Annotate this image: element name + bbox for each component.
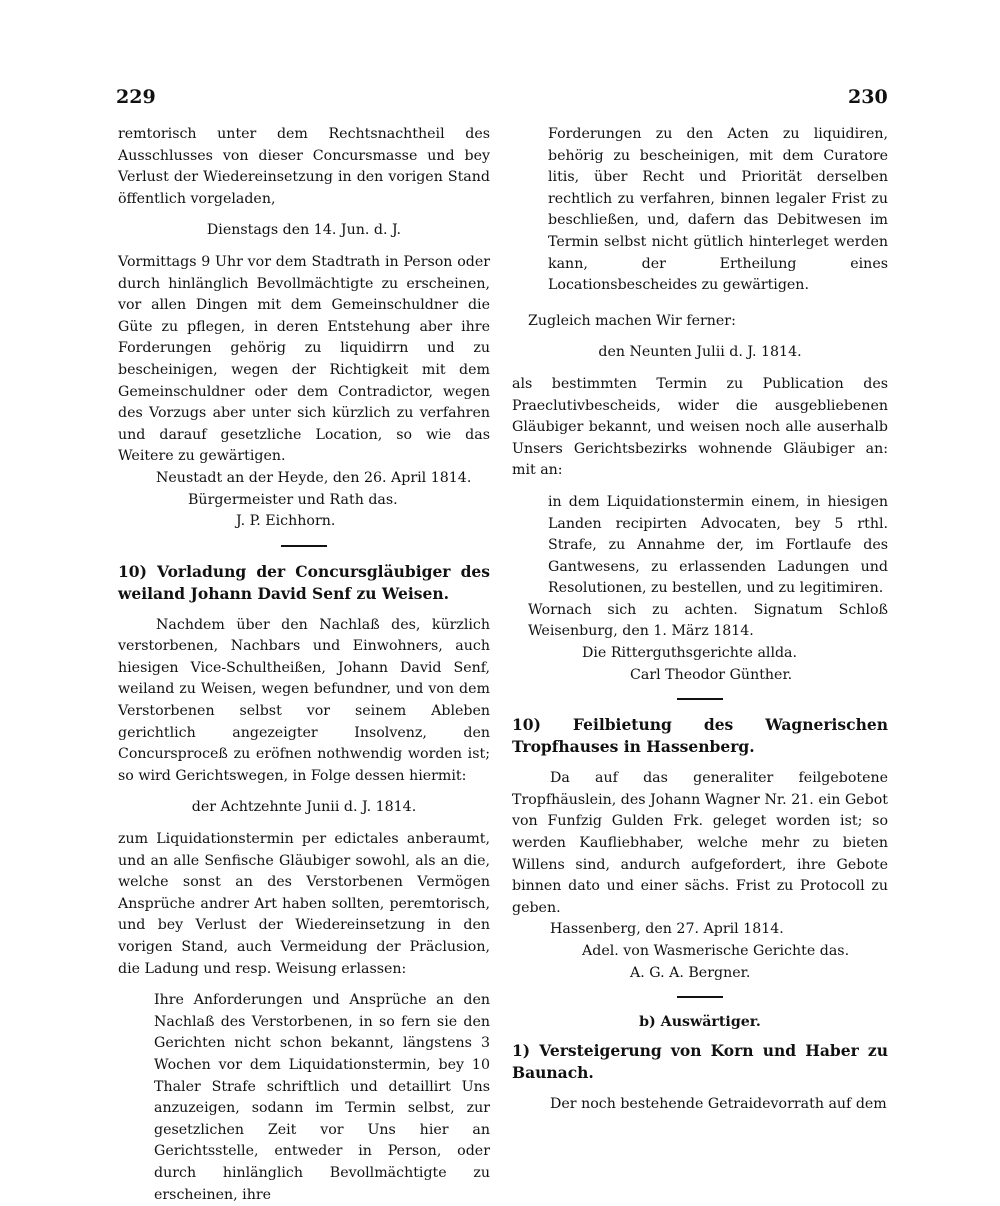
left-paragraph-1: remtorisch unter dem Rechtsnachtheil des Ausschlusses von dieser Concursmasse und bey Verlust der Wiedereinsetzung in den vorigen Stand öffentlich vorgeladen, [118, 126, 490, 207]
right-paragraph-3: als bestimmten Termin zu Publication des Praeclutivbescheids, wider die ausgebliebenen Gläubiger bekannt, und weisen noch alle auserhalb Unsers Gerichtsbezirks wohnende Gläubiger an: mit an: [512, 375, 888, 479]
left-column [118, 124, 490, 1206]
right-paragraph-6: Da auf das generaliter feilgebotene Tropfhäuslein, des Johann Wagner Nr. 21. ein Gebot von Funfzig Gulden Frk. geleget worden ist; so werden Kaufliebhaber, welche mehr zu bieten Willens sind, andurch aufgefordert, ihre Gebote binnen dato und einer sächs. Frist zu Protocoll zu geben. [512, 770, 888, 916]
right-date-1: den Neunten Julii d. J. 1814. [598, 344, 802, 361]
right-paragraph-2: Zugleich machen Wir ferner: [528, 312, 736, 329]
left-paragraph-5: Ihre Anforderungen und Ansprüche an den Nachlaß des Verstorbenen, in so fern sie den Gerichten nicht schon bekannt, längstens 3 Wochen vor dem Liquidationstermin, bey 10 Thaler Strafe schriftlich und detaillirt Uns anzuzeigen, sodann im Termin selbst, zur gesetzlichen Zeit vor Uns hier an Gerichtsstelle, entweder in Person, oder durch hinlänglich Bevollmächtigte zu erscheinen, ihre [154, 992, 490, 1203]
right-place-date: Hassenberg, den 27. April 1814. [550, 921, 784, 938]
section-divider [677, 996, 723, 998]
right-heading-2: 10) Feilbietung des Wagnerischen Tropfhauses in Hassenberg. [512, 715, 888, 757]
right-signature-1: Die Ritterguthsgerichte allda. [582, 645, 798, 662]
right-column [512, 124, 888, 1115]
right-subheading: b) Auswärtiger. [639, 1014, 761, 1031]
right-paragraph-7: Der noch bestehende Getraidevorrath auf dem [550, 1095, 887, 1112]
right-heading-3: 1) Versteigerung von Korn und Haber zu Baunach. [512, 1040, 888, 1082]
left-paragraph-4: zum Liquidationstermin per edictales anberaumt, und an alle Senfische Gläubiger sowohl, als an die, welche sonst an des Verstorbenen Vermögen Ansprüche andrer Art haben sollten, peremtorisch, und bey Verlust der Wiedereinsetzung in den vorigen Stand, auch Vermeidung der Präclusion, die Ladung und resp. Weisung erlassen: [118, 831, 490, 977]
right-signature-4: A. G. A. Bergner. [630, 964, 751, 981]
section-divider [677, 698, 723, 700]
right-paragraph-4: in dem Liquidationstermin einem, in hiesigen Landen recipirten Advocaten, bey 5 rthl. Strafe, zu Annahme der, im Fortlaufe des Gantwesens, zu erlassenden Ladungen und Resolutionen, zu bestellen, und zu legitimiren. [548, 493, 888, 597]
left-signature-1: Bürgermeister und Rath das. [188, 491, 398, 508]
left-paragraph-2: Vormittags 9 Uhr vor dem Stadtrath in Person oder durch hinlänglich Bevollmächtigte zu erscheinen, vor allen Dingen mit dem Gemeinschuldner die Güte zu pflegen, in deren Entstehung aber ihre Forderungen gehörig zu liquidirrn und zu bescheinigen, wegen der Richtigkeit mit dem Gemeinschuldner oder dem Contradictor, wegen des Vorzugs aber unter sich kürzlich zu verfahren und darauf gesetzliche Location, so wie das Weitere zu gewärtigen. [118, 253, 490, 465]
section-divider [281, 545, 327, 547]
left-paragraph-3: Nachdem über den Nachlaß des, kürzlich verstorbenen, Nachbars und Einwohners, auch hiesigen Vice-Schultheißen, Johann David Senf, weiland zu Weisen, wegen befundner, und von dem Verstorbenen selbst vor seinem Ableben gerichtlich angezeigter Insolvenz, den Concursproceß zu eröfnen nothwendig worden ist; so wird Gerichtswegen, in Folge dessen hiermit: [118, 616, 490, 784]
right-signature-2: Carl Theodor Günther. [630, 666, 793, 683]
right-paragraph-5: Wornach sich zu achten. Signatum Schloß Weisenburg, den 1. März 1814. [528, 601, 888, 640]
right-signature-3: Adel. von Wasmerische Gerichte das. [582, 943, 850, 959]
right-paragraph-1: Forderungen zu den Acten zu liquidiren, behörig zu bescheinigen, mit dem Curatore litis, über Recht und Priorität derselben rechtlich zu verfahren, binnen legaler Frist zu beschließen, und, dafern das Debitwesen im Termin selbst nicht gütlich hinterleget werden kann, der Ertheilung eines Locationsbescheides zu gewärtigen. [548, 126, 888, 294]
left-date-1: Dienstags den 14. Jun. d. J. [206, 222, 402, 239]
left-date-2: der Achtzehnte Junii d. J. 1814. [191, 799, 417, 816]
left-place-date: Neustadt an der Heyde, den 26. April 1814. [156, 469, 472, 486]
page-number-right: 230 [848, 86, 888, 108]
left-heading-2: 10) Vorladung der Concursgläubiger des weiland Johann David Senf zu Weisen. [118, 561, 490, 603]
page-number-left: 229 [116, 86, 156, 108]
left-signature-2: J. P. Eichhorn. [236, 513, 336, 530]
